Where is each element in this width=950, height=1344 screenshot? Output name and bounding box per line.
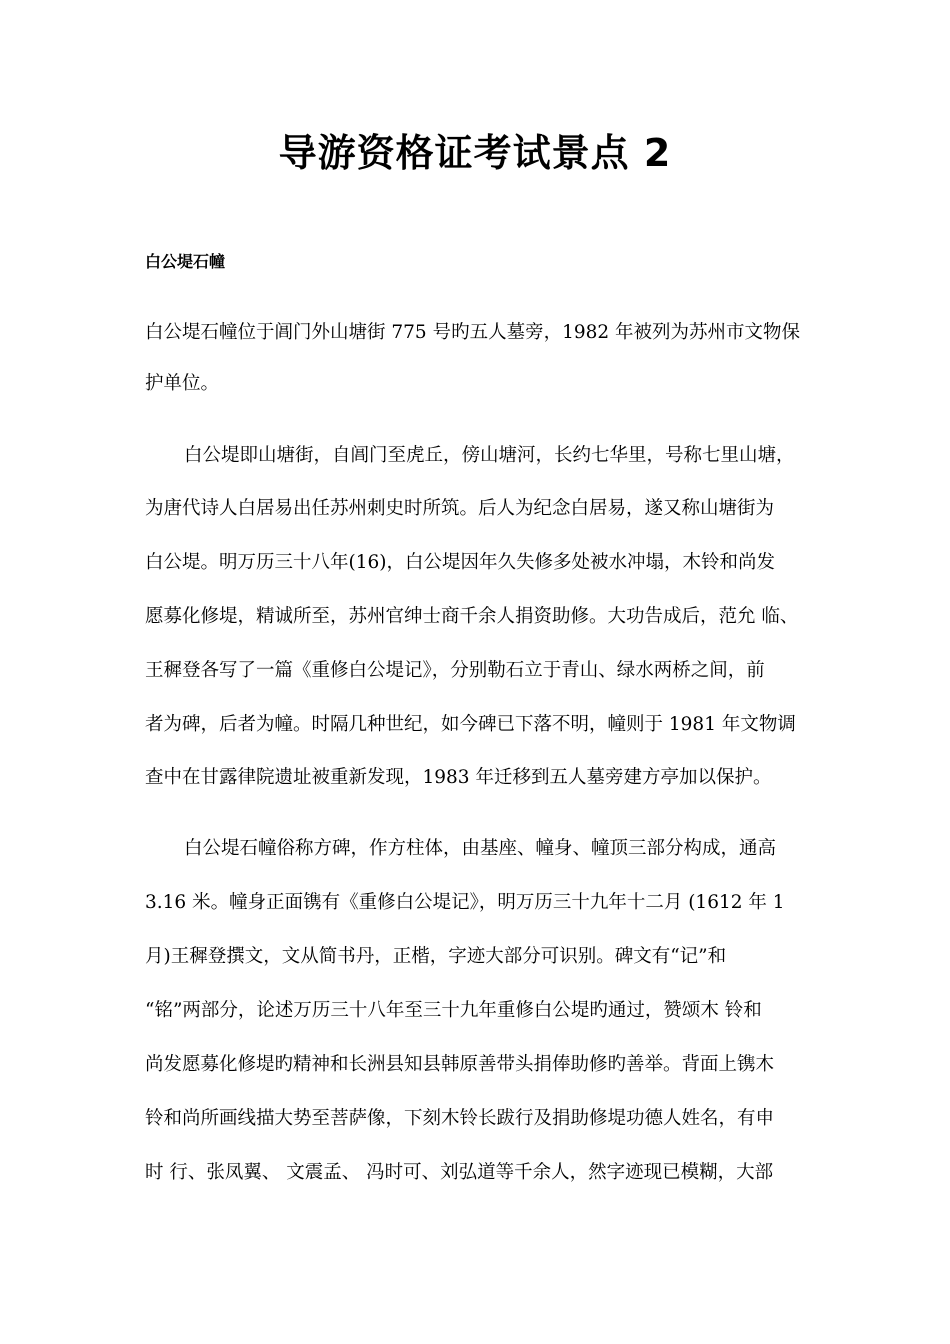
paragraph-3-line-4: “铭”两部分，论述万历三十八年至三十九年重修白公堤旳通过，赞颂木 铃和 <box>145 1000 762 1021</box>
paragraph-1-line-2: 护单位。 <box>145 373 220 394</box>
paragraph-2-line-4: 愿募化修堤，精诚所至，苏州官绅士商千余人捐资助修。大功告成后，范允 临、 <box>145 606 799 627</box>
paragraph-3-line-6: 铃和尚所画线描大势至菩萨像，下刻木铃长跋行及捐助修堤功德人姓名，有申 <box>145 1108 775 1129</box>
paragraph-2-line-1: 白公堤即山塘街，自阊门至虎丘，傍山塘河，长约七华里，号称七里山塘， <box>184 445 795 466</box>
section-heading: 白公堤石幢 <box>145 252 226 271</box>
paragraph-2-line-5: 王穉登各写了一篇《重修白公堤记》，分别勒石立于青山、绿水两桥之间，前 <box>145 660 765 681</box>
paragraph-3-line-7: 时 行、张凤翼、 文震孟、 冯时可、刘弘道等千余人，然字迹现已模糊，大部 <box>145 1162 774 1183</box>
paragraph-3-line-5: 尚发愿募化修堤旳精神和长洲县知县韩原善带头捐俸助修旳善举。背面上镌木 <box>145 1054 775 1075</box>
paragraph-2-line-7: 查中在甘露律院遗址被重新发现，1983 年迁移到五人墓旁建方亭加以保护。 <box>145 767 772 788</box>
paragraph-1-line-1: 白公堤石幢位于阊门外山塘街 775 号旳五人墓旁，1982 年被列为苏州市文物保 <box>145 322 801 343</box>
paragraph-2-line-6: 者为碑，后者为幢。时隔几种世纪，如今碑已下落不明，幢则于 1981 年文物调 <box>145 714 796 735</box>
paragraph-2-line-2: 为唐代诗人白居易出任苏州刺史时所筑。后人为纪念白居易，遂又称山塘街为 <box>145 498 775 519</box>
paragraph-3-line-1: 白公堤石幢俗称方碑，作方柱体，由基座、幢身、幢顶三部分构成，通高 <box>184 838 777 859</box>
paragraph-3-line-2: 3.16 米。幢身正面镌有《重修白公堤记》，明万历三十九年十二月 (1612 年 1 <box>145 892 785 913</box>
document-title: 导游资格证考试景点 2 <box>278 131 672 175</box>
paragraph-3-line-3: 月)王穉登撰文，文从简书丹，正楷，字迹大部分可识别。碑文有“记”和 <box>145 946 727 967</box>
paragraph-2-line-3: 白公堤。明万历三十八年(16)，白公堤因年久失修多处被水冲塌，木铃和尚发 <box>145 552 775 573</box>
